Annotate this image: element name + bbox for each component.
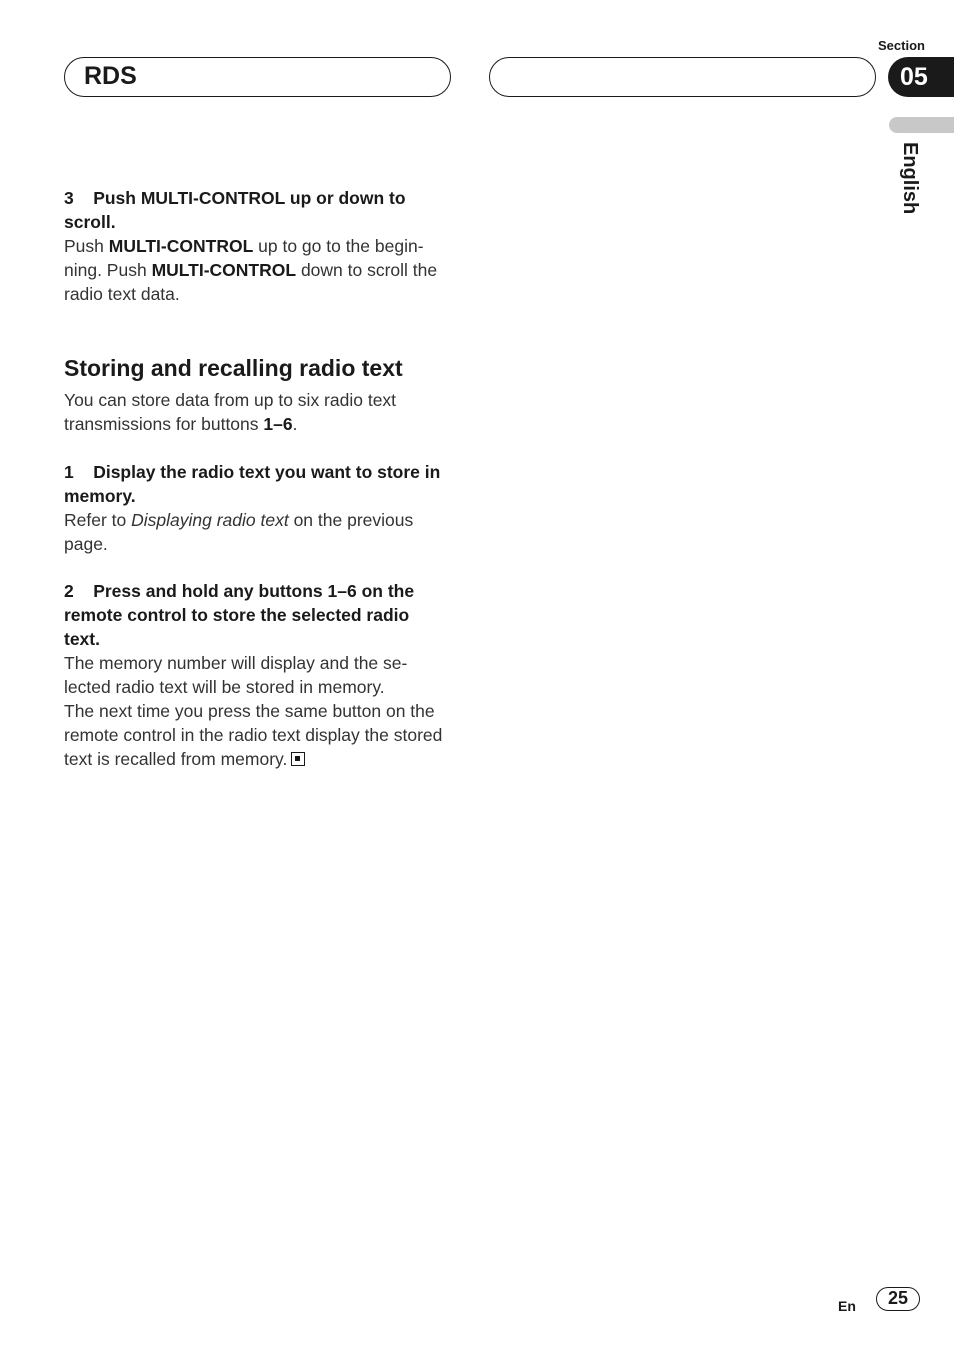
- body-text: on the previous page.: [64, 510, 414, 554]
- step-1-instruction: [64, 460, 448, 508]
- step-text: Push MULTI-CONTROL up or down to scroll.: [64, 188, 406, 232]
- step-3-body: [64, 234, 448, 306]
- main-content: [64, 186, 448, 771]
- step-2-body-1: The memory number will display and the se-lected radio text will be stored in memory.: [64, 653, 408, 697]
- step-text: Press and hold any buttons 1–6 on the remote control to store the selected radio text.: [64, 581, 415, 649]
- control-name: MULTI-CONTROL: [108, 236, 254, 256]
- button-range: 1–6: [263, 414, 293, 434]
- body-text: Push: [64, 236, 109, 256]
- body-text: down to scroll the radio text data.: [64, 260, 438, 304]
- body-text: up to go to the begin-ning. Push: [64, 236, 424, 280]
- section-heading: Storing and recalling radio text: [64, 355, 403, 381]
- body-text: The next time you press the same button on the remote control in the radio text display the stored text is recalled from memory.: [64, 701, 443, 769]
- section-intro: [64, 388, 448, 436]
- step-number: 3: [64, 188, 74, 208]
- language-label: English: [899, 142, 921, 215]
- step-1-body: [64, 508, 448, 556]
- control-name: MULTI-CONTROL: [151, 260, 297, 280]
- step-2-instruction: [64, 579, 448, 651]
- header-title: RDS: [84, 62, 137, 90]
- step-2-body-2: [64, 699, 448, 771]
- page-language-code: En: [838, 1298, 856, 1314]
- step-number: 1: [64, 462, 74, 482]
- step-text: Display the radio text you want to store in memory.: [64, 462, 441, 506]
- section-number-badge: 05: [888, 57, 954, 97]
- step-number: 2: [64, 581, 74, 601]
- body-text: You can store data from up to six radio text transmissions for buttons: [64, 390, 397, 434]
- step-3-instruction: [64, 186, 448, 234]
- end-of-section-icon: [291, 752, 305, 766]
- section-label: Section: [878, 38, 925, 53]
- language-tab: [889, 117, 954, 133]
- header-blank-frame: [489, 57, 876, 97]
- page-number: 25: [876, 1287, 920, 1311]
- body-text: .: [292, 414, 298, 434]
- cross-reference: Displaying radio text: [131, 510, 289, 530]
- body-text: Refer to: [64, 510, 132, 530]
